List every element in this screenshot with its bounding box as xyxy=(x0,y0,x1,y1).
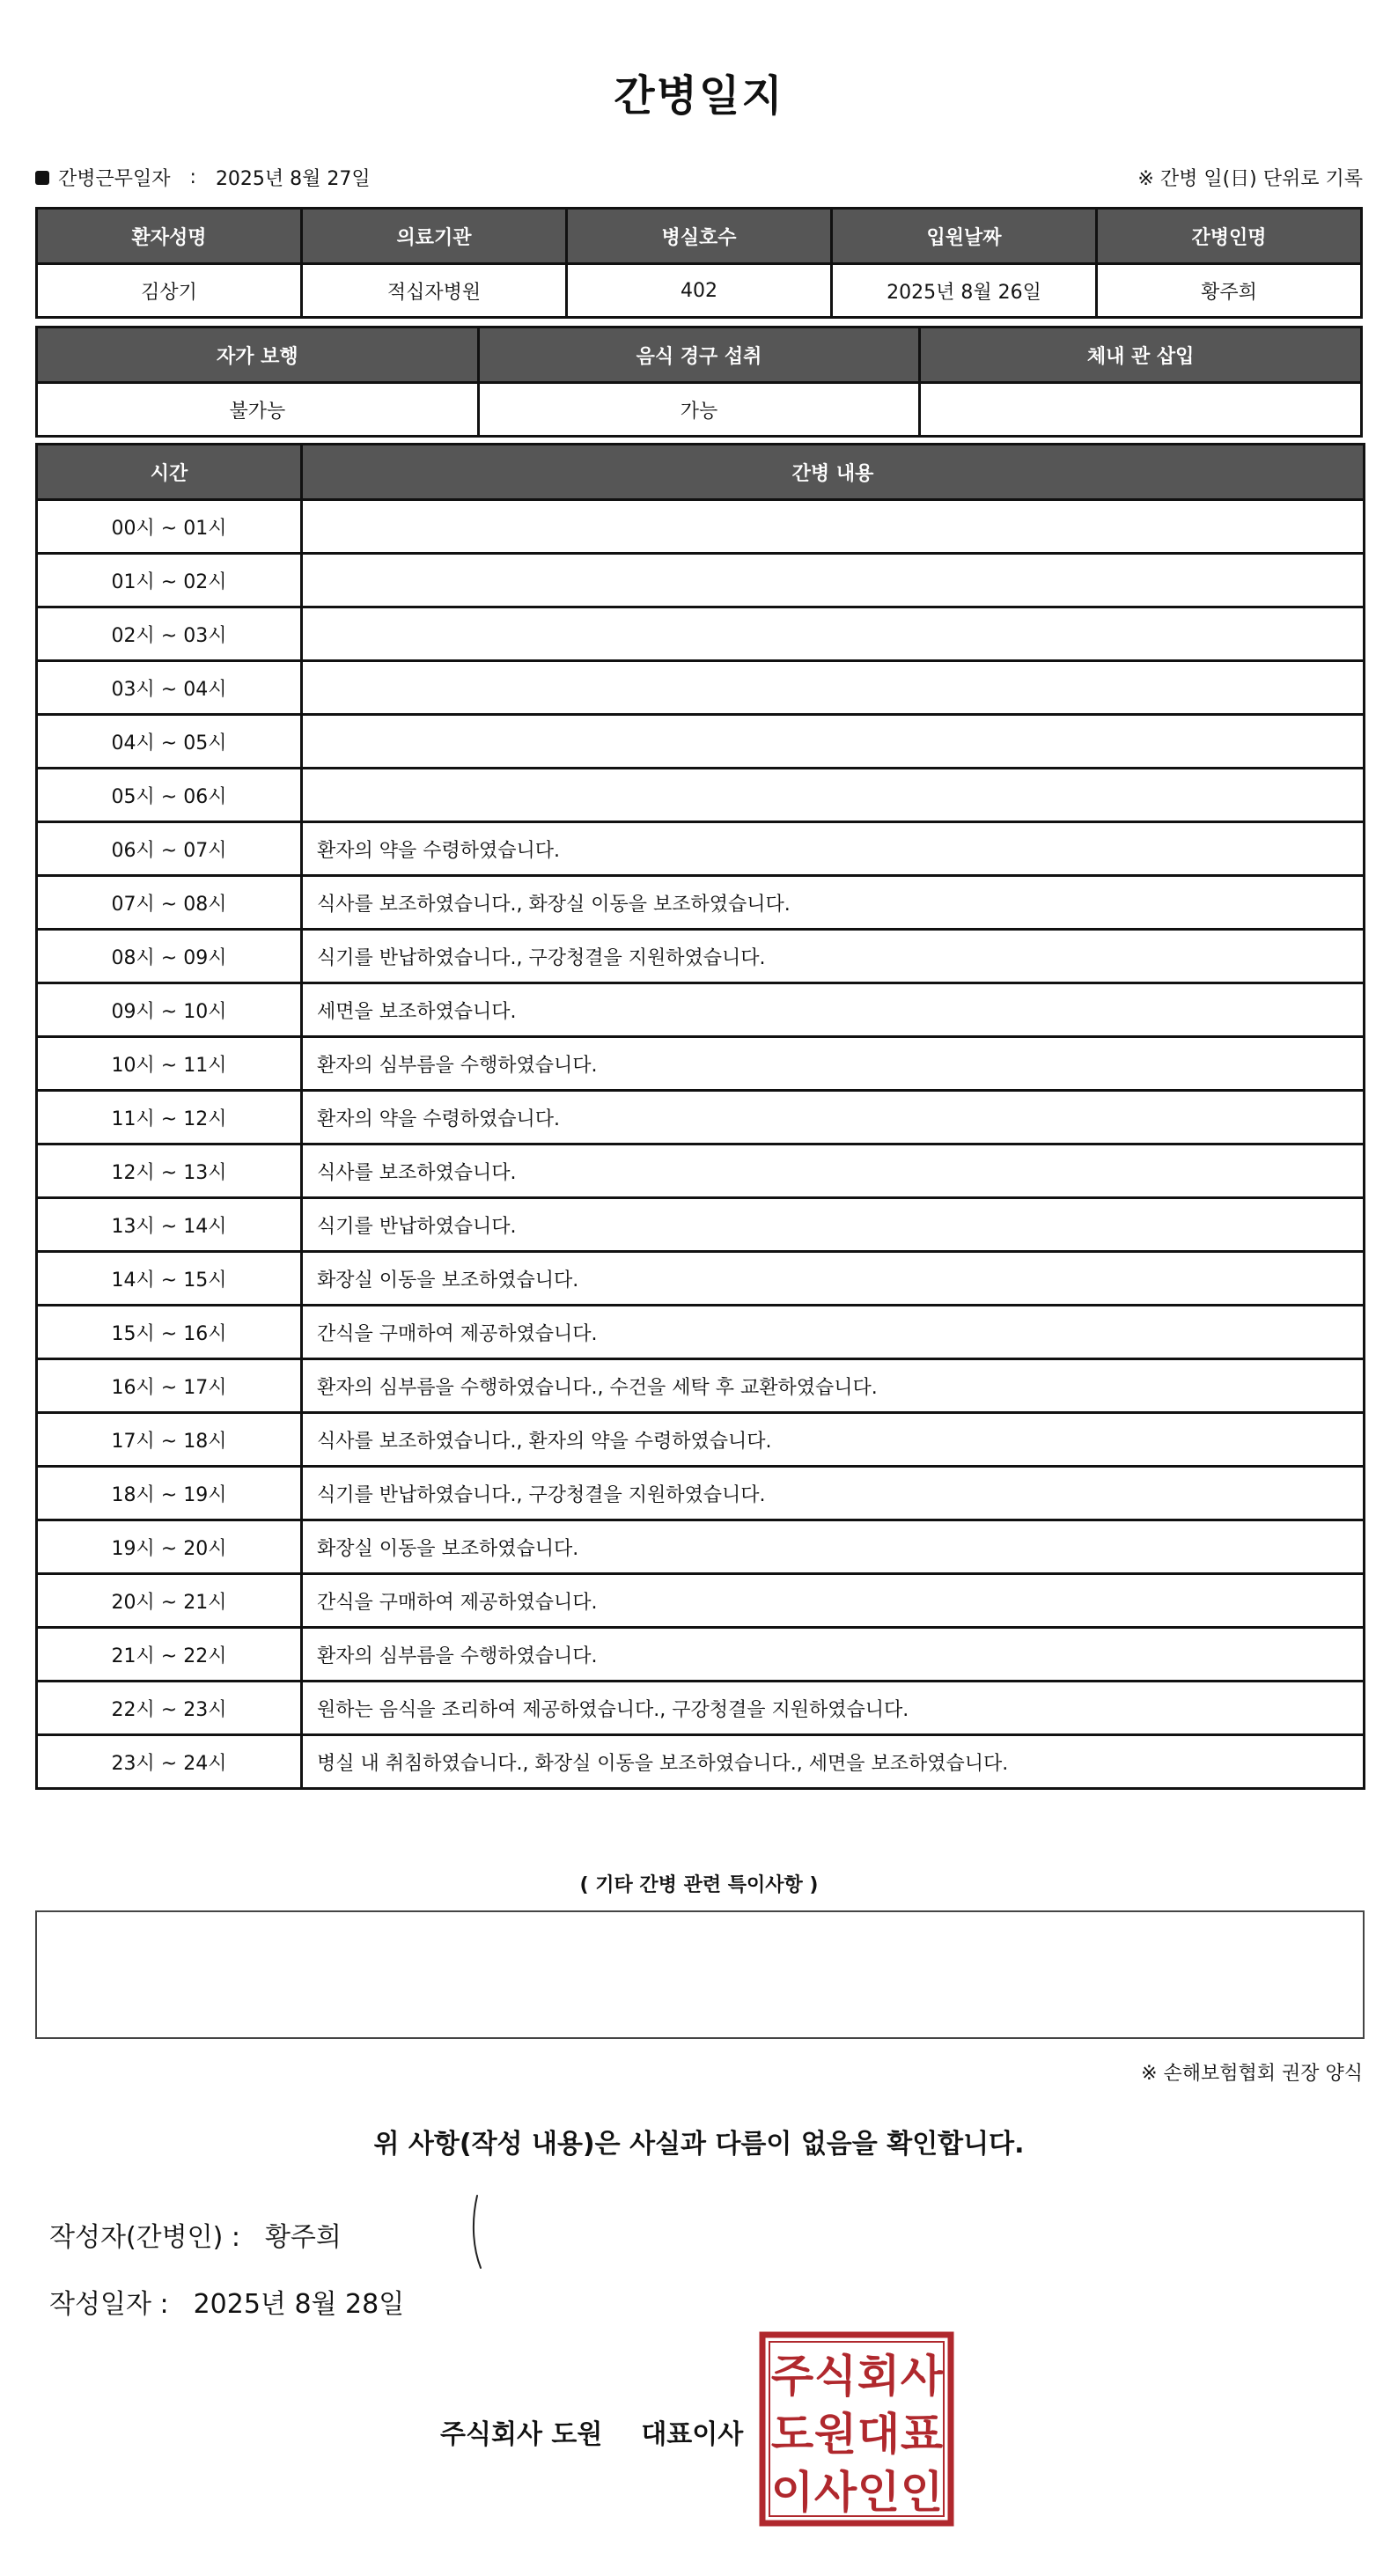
patient-name: 김상기 xyxy=(37,264,302,318)
log-content: 식사를 보조하였습니다., 화장실 이동을 보조하였습니다. xyxy=(302,876,1365,930)
log-row xyxy=(37,930,1365,983)
log-time: 05시 ~ 06시 xyxy=(37,769,302,822)
seal-character: 회 xyxy=(857,2351,901,2402)
log-row xyxy=(37,1574,1365,1628)
log-time: 13시 ~ 14시 xyxy=(37,1198,302,1252)
log-row xyxy=(37,1467,1365,1520)
log-time: 08시 ~ 09시 xyxy=(37,930,302,983)
log-time: 02시 ~ 03시 xyxy=(37,607,302,661)
log-time: 19시 ~ 20시 xyxy=(37,1520,302,1574)
log-content xyxy=(302,715,1365,769)
patient-info-header-row xyxy=(37,209,1362,264)
log-row xyxy=(37,1091,1365,1144)
log-row xyxy=(37,983,1365,1037)
special-notes-box xyxy=(35,1910,1365,2039)
log-time: 18시 ~ 19시 xyxy=(37,1467,302,1520)
log-content xyxy=(302,661,1365,715)
written-date-value: 2025년 8월 28일 xyxy=(193,2289,405,2320)
log-content: 식기를 반납하였습니다. xyxy=(302,1198,1365,1252)
log-time: 14시 ~ 15시 xyxy=(37,1252,302,1306)
signature-mark xyxy=(467,2192,493,2271)
patient-info-value-row xyxy=(37,264,1362,318)
header-hospital: 의료기관 xyxy=(302,209,567,264)
work-date-label: 간병근무일자 xyxy=(58,168,171,190)
room-number: 402 xyxy=(567,264,832,318)
log-content: 식사를 보조하였습니다. xyxy=(302,1144,1365,1198)
company-seal-stamp xyxy=(759,2331,954,2527)
log-content xyxy=(302,554,1365,607)
log-time: 09시 ~ 10시 xyxy=(37,983,302,1037)
header-admission-date: 입원날짜 xyxy=(832,209,1097,264)
log-row xyxy=(37,1735,1365,1789)
log-content: 원하는 음식을 조리하여 제공하였습니다., 구강청결을 지원하였습니다. xyxy=(302,1682,1365,1735)
log-content xyxy=(302,607,1365,661)
log-row xyxy=(37,822,1365,876)
log-time: 23시 ~ 24시 xyxy=(37,1735,302,1789)
patient-status-header-row xyxy=(37,328,1362,383)
log-content: 식기를 반납하였습니다., 구강청결을 지원하였습니다. xyxy=(302,1467,1365,1520)
document-title: 간병일지 xyxy=(614,71,784,121)
log-content xyxy=(302,500,1365,554)
seal-character: 사 xyxy=(900,2351,944,2402)
seal-character: 원 xyxy=(813,2409,857,2460)
unit-note: ※ 간병 일(日) 단위로 기록 xyxy=(1137,168,1363,190)
log-time: 16시 ~ 17시 xyxy=(37,1359,302,1413)
oral-intake: 가능 xyxy=(478,383,920,437)
header-patient-name: 환자성명 xyxy=(37,209,302,264)
log-row xyxy=(37,876,1365,930)
log-content: 화장실 이동을 보조하였습니다. xyxy=(302,1520,1365,1574)
header-room-number: 병실호수 xyxy=(567,209,832,264)
log-content: 화장실 이동을 보조하였습니다. xyxy=(302,1252,1365,1306)
author-label: 작성자(간병인) : xyxy=(49,2222,240,2253)
log-row xyxy=(37,1413,1365,1467)
log-time: 00시 ~ 01시 xyxy=(37,500,302,554)
header-caregiver-name: 간병인명 xyxy=(1097,209,1362,264)
log-row xyxy=(37,607,1365,661)
log-content: 병실 내 취침하였습니다., 화장실 이동을 보조하였습니다., 세면을 보조하였습니다. xyxy=(302,1735,1365,1789)
seal-character: 인 xyxy=(857,2467,901,2518)
seal-character: 사 xyxy=(813,2467,857,2518)
written-date-label: 작성일자 : xyxy=(49,2289,169,2320)
header-self-walking: 자가 보행 xyxy=(37,328,479,383)
log-time: 22시 ~ 23시 xyxy=(37,1682,302,1735)
header-care-content: 간병 내용 xyxy=(302,445,1365,500)
log-time: 10시 ~ 11시 xyxy=(37,1037,302,1091)
log-content: 식사를 보조하였습니다., 환자의 약을 수령하였습니다. xyxy=(302,1413,1365,1467)
log-row xyxy=(37,1252,1365,1306)
log-content: 환자의 약을 수령하였습니다. xyxy=(302,1091,1365,1144)
company-line xyxy=(440,2412,743,2451)
log-content: 환자의 심부름을 수행하였습니다., 수건을 세탁 후 교환하였습니다. xyxy=(302,1359,1365,1413)
work-date-value: 2025년 8월 27일 xyxy=(215,168,371,190)
log-time: 06시 ~ 07시 xyxy=(37,822,302,876)
work-date xyxy=(35,164,371,191)
seal-character: 대 xyxy=(857,2409,901,2460)
header-tube-insertion: 체내 관 삽입 xyxy=(920,328,1362,383)
log-row xyxy=(37,1359,1365,1413)
confirmation-statement: 위 사항(작성 내용)은 사실과 다름이 없음을 확인합니다. xyxy=(373,2129,1025,2160)
author-name: 황주희 xyxy=(264,2222,342,2253)
log-time: 11시 ~ 12시 xyxy=(37,1091,302,1144)
log-content: 식기를 반납하였습니다., 구강청결을 지원하였습니다. xyxy=(302,930,1365,983)
log-content xyxy=(302,769,1365,822)
log-time: 03시 ~ 04시 xyxy=(37,661,302,715)
log-content: 환자의 심부름을 수행하였습니다. xyxy=(302,1037,1365,1091)
log-content: 세면을 보조하였습니다. xyxy=(302,983,1365,1037)
special-notes-title: ( 기타 간병 관련 특이사항 ) xyxy=(579,1874,819,1896)
log-time: 12시 ~ 13시 xyxy=(37,1144,302,1198)
log-row xyxy=(37,500,1365,554)
log-time: 21시 ~ 22시 xyxy=(37,1628,302,1682)
hospital: 적십자병원 xyxy=(302,264,567,318)
company-name: 주식회사 도원 xyxy=(440,2419,603,2450)
admission-date: 2025년 8월 26일 xyxy=(832,264,1097,318)
written-date-line xyxy=(49,2282,404,2321)
log-row xyxy=(37,1682,1365,1735)
log-row xyxy=(37,1037,1365,1091)
log-time: 17시 ~ 18시 xyxy=(37,1413,302,1467)
seal-character: 인 xyxy=(900,2467,944,2518)
log-row xyxy=(37,769,1365,822)
seal-character: 도 xyxy=(770,2409,814,2460)
work-date-separator: : xyxy=(189,166,196,188)
seal-character: 주 xyxy=(770,2351,814,2402)
log-row xyxy=(37,715,1365,769)
patient-status-table xyxy=(35,326,1363,438)
care-log-header-row xyxy=(37,445,1365,500)
log-content: 간식을 구매하여 제공하였습니다. xyxy=(302,1306,1365,1359)
log-time: 01시 ~ 02시 xyxy=(37,554,302,607)
log-row xyxy=(37,554,1365,607)
header-oral-intake: 음식 경구 섭취 xyxy=(478,328,920,383)
log-time: 20시 ~ 21시 xyxy=(37,1574,302,1628)
patient-info-table xyxy=(35,207,1363,319)
care-log-body xyxy=(37,500,1365,1789)
header-time: 시간 xyxy=(37,445,302,500)
recommendation-note: ※ 손해보험협회 권장 양식 xyxy=(1141,2063,1363,2085)
patient-status-value-row xyxy=(37,383,1362,437)
seal-character: 이 xyxy=(770,2467,814,2518)
seal-character: 표 xyxy=(900,2409,944,2460)
log-time: 07시 ~ 08시 xyxy=(37,876,302,930)
log-row xyxy=(37,661,1365,715)
tube-insertion xyxy=(920,383,1362,437)
care-log-table xyxy=(35,443,1365,1790)
log-row xyxy=(37,1306,1365,1359)
bullet-square-icon xyxy=(35,171,49,185)
meta-row xyxy=(35,164,1363,195)
company-role: 대표이사 xyxy=(641,2419,744,2450)
log-row xyxy=(37,1628,1365,1682)
log-content: 간식을 구매하여 제공하였습니다. xyxy=(302,1574,1365,1628)
author-line xyxy=(49,2215,342,2254)
seal-character: 식 xyxy=(813,2351,857,2402)
log-time: 04시 ~ 05시 xyxy=(37,715,302,769)
self-walking: 불가능 xyxy=(37,383,479,437)
log-content: 환자의 심부름을 수행하였습니다. xyxy=(302,1628,1365,1682)
log-row xyxy=(37,1520,1365,1574)
log-content: 환자의 약을 수령하였습니다. xyxy=(302,822,1365,876)
log-row xyxy=(37,1144,1365,1198)
log-row xyxy=(37,1198,1365,1252)
log-time: 15시 ~ 16시 xyxy=(37,1306,302,1359)
caregiver-name: 황주희 xyxy=(1097,264,1362,318)
